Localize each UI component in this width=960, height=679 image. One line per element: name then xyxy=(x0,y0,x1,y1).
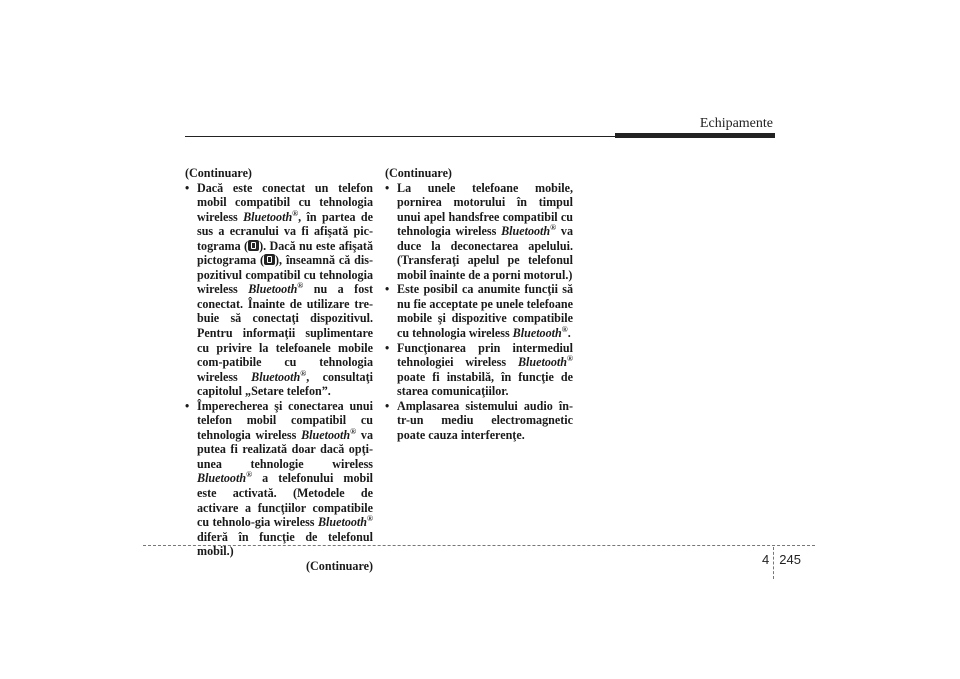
brand-text: Bluetooth xyxy=(501,224,551,239)
text-run: La unele telefoane mobile, pornirea motorului în timpul unui apel handsfree compatibil cu tehnologia wireless xyxy=(397,180,573,239)
text-run: Împerecherea şi conectarea unui telefon mobil compatibil cu tehnologia wireless xyxy=(197,398,373,442)
registered-mark: ® xyxy=(561,324,568,334)
text-run: va putea fi realizată doar dacă opţi-unea tehnologie wireless xyxy=(197,427,373,471)
text-run: Funcţionarea prin intermediul tehnologiei wireless xyxy=(397,340,573,370)
text-run: va duce la deconectarea apelului. (Transferaţi apelul pe telefonul mobil înainte de a porni motorul.) xyxy=(397,224,573,282)
bullet-item xyxy=(185,399,373,559)
registered-mark: ® xyxy=(350,426,357,436)
header-rule-thick xyxy=(615,133,775,138)
registered-mark: ® xyxy=(297,281,304,291)
continued-head: (Continuare) xyxy=(185,166,252,180)
bullet-item xyxy=(185,181,373,399)
registered-mark: ® xyxy=(367,514,373,524)
bullet-dot: • xyxy=(385,282,390,297)
text-run: poate fi instabilă, în funcţie de starea comunicaţiilor. xyxy=(397,369,573,399)
text-run: nu a fost conectat. Înainte de utilizare tre-buie să conectaţi dispozitivul. Pentru informaţii suplimentare cu privire la telefoanele mobile com-patibile cu tehnologia wireless xyxy=(197,282,373,384)
bullet-dot: • xyxy=(385,180,390,195)
bullet-dot: • xyxy=(385,398,390,413)
registered-mark: ® xyxy=(550,223,557,233)
bullet-dot: • xyxy=(185,398,190,413)
registered-mark: ® xyxy=(567,354,573,364)
page-number: 245 xyxy=(779,552,801,567)
header-rule-thin xyxy=(185,136,615,137)
bullet-item xyxy=(385,399,573,443)
text-run: ), înseamnă că dis-pozitivul compatibil cu tehnologia wireless xyxy=(197,253,373,297)
text-run: diferă în funcţie de telefonul mobil.) xyxy=(197,529,373,559)
brand-text: Bluetooth xyxy=(248,282,298,297)
brand-text: Bluetooth xyxy=(517,355,568,370)
bullet-item xyxy=(385,341,573,399)
bullet-item xyxy=(385,181,573,283)
bluetooth-phone-icon xyxy=(264,254,275,265)
footer-rule xyxy=(143,545,815,546)
brand-text: Bluetooth xyxy=(301,427,351,442)
left-column xyxy=(185,166,373,573)
bullet-dot: • xyxy=(185,180,190,195)
text-run: , în partea de sus a ecranului va fi afişată pic-tograma ( xyxy=(197,209,373,253)
brand-text: Bluetooth xyxy=(317,515,368,530)
registered-mark: ® xyxy=(292,208,299,218)
text-run: . xyxy=(567,326,571,341)
text-run: Amplasarea sistemului audio în-tr-un mediu electromagnetic poate cauza interferenţe. xyxy=(397,398,573,442)
registered-mark: ® xyxy=(300,368,307,378)
continued-head: (Continuare) xyxy=(385,166,452,180)
brand-text: Bluetooth xyxy=(243,209,293,224)
continued-foot: (Continuare) xyxy=(306,558,373,573)
bullet-item xyxy=(385,282,573,340)
section-title: Echipamente xyxy=(699,116,773,131)
bluetooth-phone-icon xyxy=(248,240,259,251)
text-run: , consultaţi capitolul „Setare telefon”. xyxy=(197,369,373,399)
registered-mark: ® xyxy=(246,470,253,480)
text-run: a telefonului mobil este activată. (Metodele de activare a funcţiilor compatibile cu tehnolo-gia wireless xyxy=(197,471,373,530)
text-run: Dacă este conectat un telefon mobil compatibil cu tehnologia wireless xyxy=(197,180,373,224)
brand-text: Bluetooth xyxy=(197,471,247,486)
page-reference xyxy=(762,552,801,567)
right-column xyxy=(385,166,573,442)
brand-text: Bluetooth xyxy=(251,369,301,384)
brand-text: Bluetooth xyxy=(512,326,562,341)
text-run: ). Dacă nu este afişată pictograma ( xyxy=(197,238,373,268)
bullet-dot: • xyxy=(385,340,390,355)
text-run: Este posibil ca anumite funcţii să nu fie acceptate pe unele telefoane mobile şi dispozitive compatibile cu tehnologia wireless xyxy=(397,282,573,341)
chapter-number: 4 xyxy=(762,552,770,567)
